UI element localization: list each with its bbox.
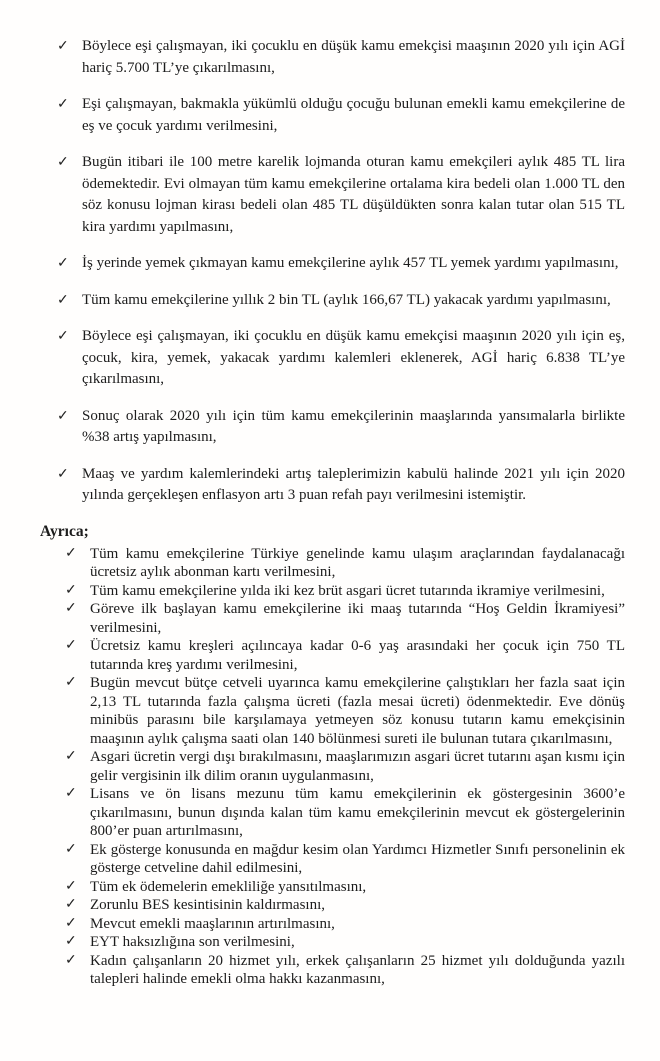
checkmark-icon: ✓ xyxy=(65,601,77,616)
checkmark-icon: ✓ xyxy=(65,786,77,801)
section-heading: Ayrıca; xyxy=(40,522,89,540)
checkmark-icon: ✓ xyxy=(65,675,77,690)
list-item xyxy=(65,952,625,989)
list-item xyxy=(65,933,625,952)
list-item-text: İş yerinde yemek çıkmayan kamu emekçilerine aylık 457 TL yemek yardımı yapılmasını, xyxy=(82,255,619,271)
checkmark-icon: ✓ xyxy=(65,638,77,653)
demands-list-secondary xyxy=(40,545,625,989)
list-item xyxy=(65,915,625,934)
list-item-text: Tüm kamu emekçilerine yıllık 2 bin TL (aylık 166,67 TL) yakacak yardımı yapılmasını, xyxy=(82,291,611,308)
checkmark-icon: ✓ xyxy=(65,952,77,968)
list-item-text: Tüm kamu emekçilerine Türkiye genelinde kamu ulaşım araçlarından faydalanacağı ücretsiz aylık abonman kartı verilmesini, xyxy=(90,545,625,580)
list-item-text: EYT haksızlığına son verilmesini, xyxy=(90,934,295,950)
list-item xyxy=(65,582,625,601)
list-item-text: Asgari ücretin vergi dışı bırakılmasını, maaşlarımızın asgari ücret tutarını aşan kısmı için gelir vergisinin ilk dilim oranın uygulanmasını, xyxy=(90,749,625,784)
list-item xyxy=(65,545,625,582)
checkmark-icon: ✓ xyxy=(57,292,69,308)
checkmark-icon: ✓ xyxy=(65,749,77,764)
checkmark-icon: ✓ xyxy=(57,329,69,344)
list-item-text: Böylece eşi çalışmayan, iki çocuklu en düşük kamu emekçisi maaşının 2020 yılı için eş, çocuk, kira, yemek, yakacak yardımı kalemleri eklenerek, AGİ hariç 6.838 TL’ye çıkarılmasını, xyxy=(82,328,625,387)
list-item xyxy=(65,674,625,748)
list-item xyxy=(57,253,625,275)
list-item-text: Tüm ek ödemelerin emekliliğe yansıtılmasını, xyxy=(90,878,367,895)
list-item-text: Ek gösterge konusunda en mağdur kesim olan Yardımcı Hizmetler Sınıfı personelinin ek gösterge cetveline dahil edilmesini, xyxy=(90,841,625,876)
list-item xyxy=(57,464,625,507)
checkmark-icon: ✓ xyxy=(57,155,69,170)
list-item xyxy=(65,841,625,878)
list-item xyxy=(65,600,625,637)
list-item-text: Göreve ilk başlayan kamu emekçilerine iki maaş tutarında “Hoş Geldin İkramiyesi” verilmesini, xyxy=(90,601,625,636)
checkmark-icon: ✓ xyxy=(65,897,77,912)
list-item-text: Zorunlu BES kesintisinin kaldırmasını, xyxy=(90,897,325,913)
checkmark-icon: ✓ xyxy=(65,934,77,949)
list-item-text: Eşi çalışmayan, bakmakla yükümlü olduğu çocuğu bulunan emekli kamu emekçilerine de eş ve çocuk yardımı verilmesini, xyxy=(82,96,625,134)
list-item-text: Sonuç olarak 2020 yılı için tüm kamu emekçilerinin maaşlarında yansımalarla birlikte %38 artış yapılmasını, xyxy=(82,407,625,445)
checkmark-icon: ✓ xyxy=(57,256,69,271)
list-item xyxy=(57,326,625,391)
list-item xyxy=(57,290,625,312)
list-item xyxy=(65,785,625,841)
list-item xyxy=(57,36,625,79)
list-item-text: Bugün itibari ile 100 metre karelik lojmanda oturan kamu emekçileri aylık 485 TL lira ödemektedir. Evi olmayan tüm kamu emekçilerine ortalama kira bedeli olan 1.000 TL den söz konusu lojman kirası bedeli olan 485 TL düşüldükten sonra kalan tutar olan 515 TL kira yardımı yapılmasını, xyxy=(82,154,625,235)
list-item-text: Tüm kamu emekçilerine yılda iki kez brüt asgari ücret tutarında ikramiye verilmesini, xyxy=(90,582,605,599)
list-item-text: Bugün mevcut bütçe cetveli uyarınca kamu emekçilerine çalıştıkları her fazla saat için 2,13 TL tutarında fazla çalışma ücreti (fazla mesai ücreti) ödenmektedir. Eve dönüş minibüs parasını bile karşılamaya yetmeyen söz konusu tutarın kamu emekçisinin maaşının aylık çalışma saati olan 140 bölünmesi sureti ile bulunan tutara çıkarılmasını, xyxy=(90,675,625,747)
checkmark-icon: ✓ xyxy=(65,915,77,931)
list-item-text: Ücretsiz kamu kreşleri açılıncaya kadar 0-6 yaş arasındaki her çocuk için 750 TL tutarında kreş yardımı verilmesini, xyxy=(90,638,625,673)
list-item xyxy=(65,637,625,674)
list-item xyxy=(57,94,625,137)
checkmark-icon: ✓ xyxy=(57,39,69,54)
list-item xyxy=(65,748,625,785)
list-item-text: Mevcut emekli maaşlarının artırılmasını, xyxy=(90,915,335,932)
checkmark-icon: ✓ xyxy=(57,466,69,482)
list-item-text: Maaş ve yardım kalemlerindeki artış taleplerimizin kabulü halinde 2021 yılı için 2020 yılında gerçekleşen enflasyon artı 3 puan refah payı verilmesini istemiştir. xyxy=(82,465,625,503)
list-item xyxy=(57,152,625,238)
checkmark-icon: ✓ xyxy=(65,878,77,894)
list-item-text: Kadın çalışanların 20 hizmet yılı, erkek çalışanların 25 hizmet yılı dolduğunda yazılı talepleri halinde emekli olma hakkı kazanmasını, xyxy=(90,952,625,987)
list-item-text: Lisans ve ön lisans mezunu tüm kamu emekçilerinin ek göstergesinin 3600’e çıkarılmasını, bunun dışında kalan tüm kamu emekçilerinin mevcut ek göstergelerinin 800’er puan artırılmasını, xyxy=(90,786,625,839)
checkmark-icon: ✓ xyxy=(57,408,69,424)
list-item-text: Böylece eşi çalışmayan, iki çocuklu en düşük kamu emekçisi maaşının 2020 yılı için AGİ hariç 5.700 TL’ye çıkarılmasını, xyxy=(82,38,625,76)
list-item xyxy=(57,406,625,449)
list-item xyxy=(65,878,625,897)
checkmark-icon: ✓ xyxy=(65,545,77,561)
list-item xyxy=(65,896,625,915)
checkmark-icon: ✓ xyxy=(65,582,77,598)
checkmark-icon: ✓ xyxy=(57,97,69,112)
demands-list-primary xyxy=(40,36,625,507)
checkmark-icon: ✓ xyxy=(65,841,77,857)
